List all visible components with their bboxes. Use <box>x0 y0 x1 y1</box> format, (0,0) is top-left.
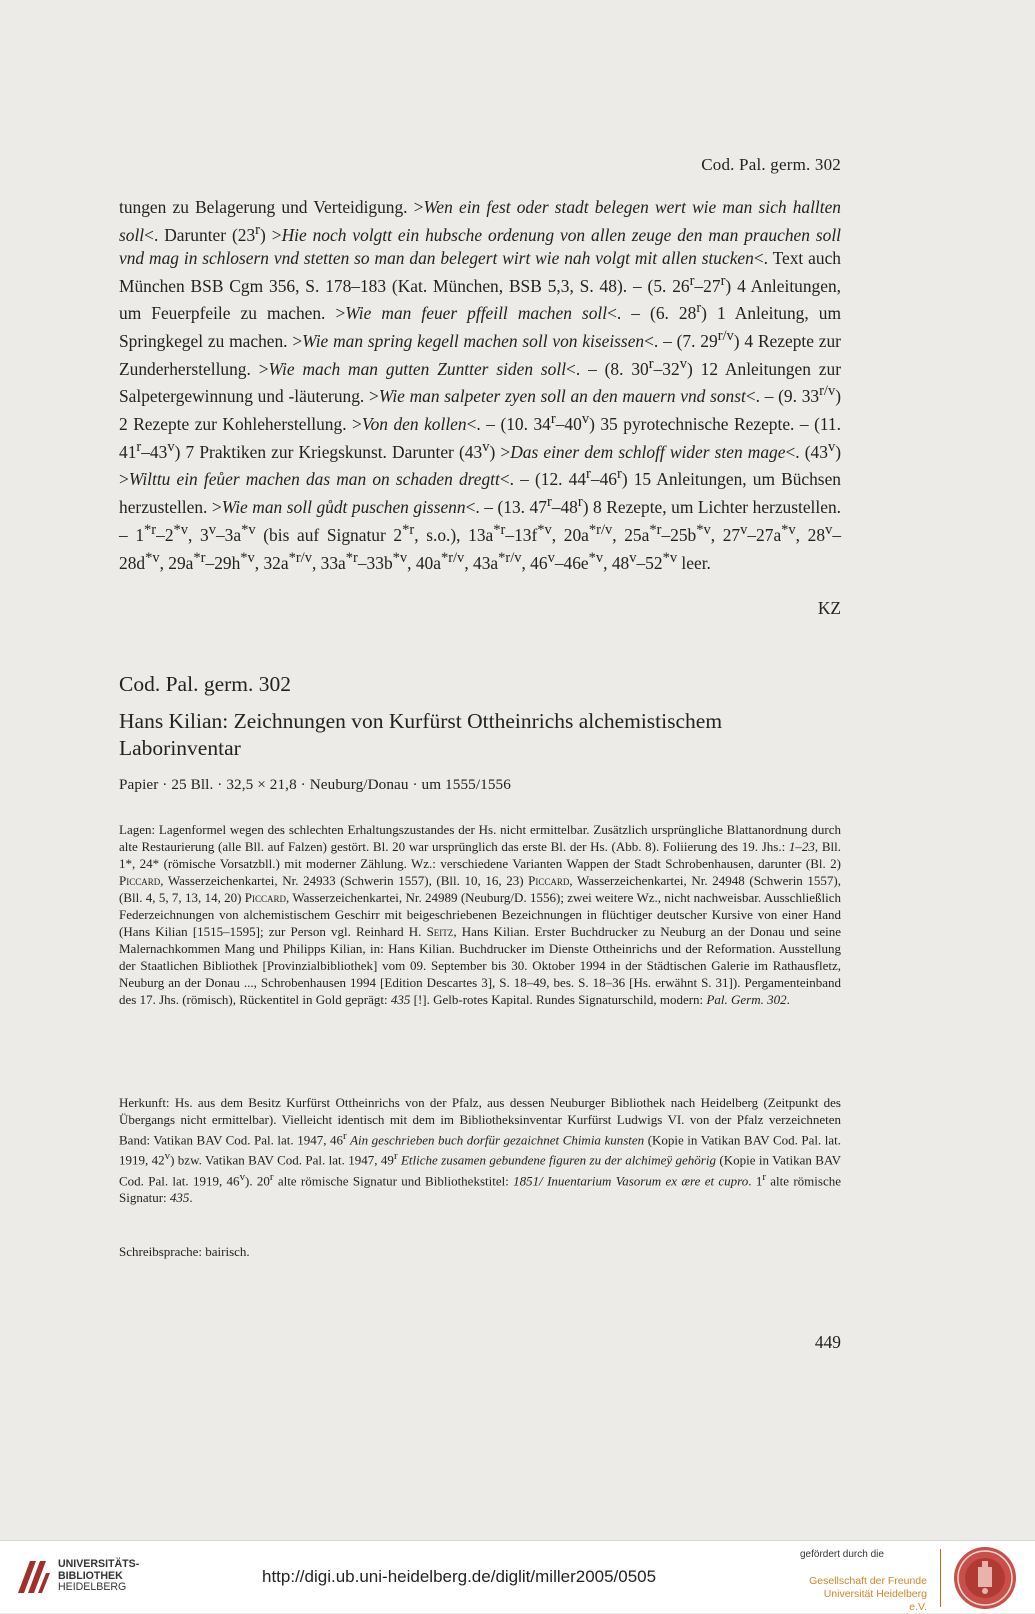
folio-sup: r <box>577 494 583 511</box>
folio-sup: r <box>255 221 261 238</box>
text-run: [!]. Gelb-rotes Kapital. Rundes Signaturschild, modern: <box>410 992 707 1008</box>
text-run: tungen zu Belagerung und Verteidigung. > <box>119 197 424 217</box>
folio-sup: r <box>269 1170 274 1183</box>
text-run: –40 <box>555 413 582 434</box>
text-run: , 40a <box>407 552 441 573</box>
herkunft-paragraph <box>119 1094 841 1206</box>
text-run: leer. <box>677 552 711 573</box>
folio-sup: r <box>550 411 556 428</box>
text-run: ) 1 Anleitung, um Springkegel zu machen. > <box>119 303 841 351</box>
folio-sup: v <box>629 549 637 566</box>
text-run: ). 20 <box>244 1173 270 1189</box>
text-run: alte römische Signatur und Bibliothekstitel: <box>273 1173 514 1189</box>
author-smallcaps: Piccard <box>119 873 161 889</box>
text-run: ) 4 Rezepte zur Zunderherstellung. > <box>119 330 841 379</box>
folio-sup: v <box>825 521 833 538</box>
viewer-footer <box>0 1540 1035 1613</box>
italic-quote: Wen ein fest oder stadt belegen wert wie man sich hallten soll <box>119 197 842 245</box>
folio-sup: *r <box>649 521 662 538</box>
folio-sup: r <box>616 466 622 483</box>
folio-sup: r <box>696 300 702 317</box>
text-run: , 32a <box>254 552 289 573</box>
folio-sup: *r <box>493 521 506 538</box>
text-run: (bis auf Signatur 2 <box>255 524 403 545</box>
text-run: alte römische Signatur: <box>119 1173 842 1206</box>
folio-sup: v <box>208 521 216 538</box>
folio-sup: *v <box>696 521 711 538</box>
folio-sup: *r/v <box>498 549 522 566</box>
text-run: ) 35 pyrotechnische Rezepte. – (11. 41 <box>119 413 841 462</box>
text-run: , 20a <box>551 524 589 545</box>
italic-quote: Wie man feuer pffeill machen soll <box>345 303 608 324</box>
text-run: –48 <box>551 496 578 517</box>
italic-run: 435 <box>390 992 411 1008</box>
text-run: ) > <box>260 224 282 245</box>
text-run: , 25a <box>612 524 650 545</box>
library-name <box>58 1559 139 1594</box>
italic-run: Ain geschrieben buch dorfür gezaichnet Chimia kunsten <box>350 1132 645 1148</box>
italic-run: Etliche zusamen gebundene figuren zu der alchimeÿ gehörig <box>400 1152 716 1168</box>
text-run: (Kopie in Vatikan BAV Cod. Pal. lat. 1919, 46 <box>119 1152 842 1189</box>
text-run: , 29a <box>159 552 194 573</box>
library-name-line: BIBLIOTHEK <box>58 1569 123 1582</box>
text-run: –33b <box>357 552 393 573</box>
running-head: Cod. Pal. germ. 302 <box>701 155 841 174</box>
folio-sup: v <box>827 438 836 455</box>
text-run: –32 <box>653 358 680 379</box>
text-run: ) > <box>489 441 511 462</box>
text-run: –52 <box>636 552 663 573</box>
text-run: . <box>189 1190 193 1206</box>
italic-run: Pal. Germ. 302 <box>706 992 787 1008</box>
text-run: ) 2 Rezepte zur Kohleherstellung. > <box>119 386 841 434</box>
folio-sup: *r <box>345 549 358 566</box>
permalink-url[interactable]: http://digi.ub.uni-heidelberg.de/diglit/miller2005/0505 <box>262 1567 657 1586</box>
text-run: –3a <box>215 524 242 545</box>
italic-run: 1851/ Inuentarium Vasorum ex ære et cupro <box>513 1173 749 1189</box>
italic-run: 1–23 <box>788 839 815 855</box>
text-run: , 28 <box>795 524 826 545</box>
library-name-line: HEIDELBERG <box>58 1581 127 1594</box>
lagen-paragraph <box>119 821 841 1009</box>
text-run: –25b <box>661 524 697 545</box>
text-run: ) bzw. Vatikan BAV Cod. Pal. lat. 1947, 49 <box>170 1152 394 1168</box>
folio-sup: *r <box>144 521 157 538</box>
text-run: , Wasserzeichenkartei, Nr. 24933 (Schwerin 1557), (Bll. 10, 16, 23) <box>160 873 529 889</box>
folio-sup: r <box>720 272 726 289</box>
folio-sup: r <box>393 1150 398 1163</box>
folio-sup: *r/v <box>288 549 312 566</box>
folio-sup: v <box>740 521 748 538</box>
folio-sup: *r <box>402 521 415 538</box>
text-run: <. – (10. 34 <box>466 413 551 434</box>
body-paragraph <box>119 196 841 574</box>
university-seal-icon <box>952 1545 1018 1611</box>
folio-sup: *v <box>241 521 256 538</box>
italic-quote: Wie man salpeter zyen soll an den mauern vnd sonst <box>378 386 746 407</box>
folio-sup: v <box>547 549 555 566</box>
folio-sup: *v <box>392 549 408 566</box>
text-run: <. Text auch München BSB Cgm 356, S. 178–183 (Kat. München, BSB 5,3, S. 48). – (5. 26 <box>119 247 841 296</box>
text-run: <. – (9. 33 <box>745 386 820 407</box>
folio-sup: *v <box>537 521 552 538</box>
text-run: –13f <box>505 524 538 545</box>
italic-quote: Wie man spring kegell machen soll von kiseissen <box>302 330 645 351</box>
physical-description: Papier · 25 Bll. · 32,5 × 21,8 · Neuburg/Donau · um 1555/1556 <box>119 776 511 793</box>
section-title: Cod. Pal. germ. 302 <box>119 672 291 696</box>
author-initials: KZ <box>817 598 841 618</box>
folio-sup: r <box>546 494 552 511</box>
text-run: ) 4 Anleitungen, um Feuerpfeile zu machen. > <box>119 275 841 324</box>
italic-quote: Hie noch volgtt ein hubsche ordenung von allen zeuge den man prauchen soll vnd mag in schlosern vnd stetten so man dan belegert wirt wie nah volgt mit allen stucken <box>119 224 841 268</box>
text-run: , 3 <box>188 524 209 545</box>
italic-quote: Wie man soll gůdt puschen gissenn <box>221 496 466 517</box>
text-run: ) 7 Praktiken zur Kriegskunst. Darunter (43 <box>174 441 483 462</box>
folio-sup: v <box>679 355 687 372</box>
text-run: Lagen: Lagenformel wegen des schlechten Erhaltungszustandes der Hs. nicht ermittelbar. Zusätzlich ursprüngliche Blattanordnung durch alte Restaurierung (alle Bll. auf Falzen) gestört. Bl. 20 war ursprünglich das erste Bl. der Hs. (Abb. 8). Foliierung des 19. Jhs.: <box>119 822 841 855</box>
folio-sup: *r/v <box>440 549 465 566</box>
folio-sup: r <box>136 438 142 455</box>
text-run: , 48 <box>603 552 630 573</box>
text-run: . <box>786 992 790 1008</box>
folio-sup: *r/v <box>588 521 613 538</box>
library-logo-icon <box>16 1557 52 1597</box>
text-run: , 27 <box>710 524 741 545</box>
sponsor-name-line: Universität Heidelberg e.V. <box>823 1588 927 1613</box>
folio-sup: *v <box>588 549 604 566</box>
italic-quote: Von den kollen <box>361 413 467 434</box>
author-smallcaps: Piccard <box>244 890 287 906</box>
sponsor-name-line: Gesellschaft der Freunde <box>809 1575 927 1587</box>
text-run: –29h <box>205 552 241 573</box>
folio-sup: r <box>648 355 654 372</box>
text-run: <. Darunter (23 <box>144 224 256 245</box>
text-run: –46 <box>590 469 617 490</box>
folio-sup: r/v <box>717 327 734 344</box>
text-run: ) 15 Anleitungen, um Büchsen herzustellen. > <box>119 469 841 517</box>
library-name-line: UNIVERSITÄTS- <box>58 1558 140 1570</box>
folio-sup: *v <box>781 521 796 538</box>
folio-sup: v <box>164 1150 171 1163</box>
sponsor-label: gefördert durch die <box>800 1549 884 1560</box>
text-run: , Wasserzeichenkartei, Nr. 24989 (Neuburg/D. 1556); zwei weitere Wz., nicht nachweisbar. Ausschließlich Federzeichnungen von alchemistischem Geschirr mit beigeschriebenen Bezeichnungen in flüchtiger deutscher Kursive von einer Hand (Hans Kilian [1515–1595]; zur Person vgl. Reinhard H. <box>119 890 841 940</box>
text-run: <. – (6. 28 <box>607 303 697 324</box>
folio-sup: r <box>342 1130 347 1143</box>
text-run: ) 8 Rezepte, um Lichter herzustellen. – 1 <box>119 496 841 545</box>
folio-sup: v <box>482 438 490 455</box>
sponsor-name <box>805 1575 927 1614</box>
folio-sup: v <box>167 438 175 455</box>
entry-title: Hans Kilian: Zeichnungen von Kurfürst Ottheinrichs alchemistischem Laborinventar <box>119 709 723 760</box>
folio-sup: r <box>762 1170 766 1183</box>
page-number: 449 <box>814 1332 841 1352</box>
italic-run: 435 <box>169 1190 190 1206</box>
text-run: . 1 <box>748 1173 763 1189</box>
text-run: , 46 <box>521 552 548 573</box>
author-smallcaps: Piccard <box>528 873 570 889</box>
folio-sup: r <box>586 466 591 483</box>
sponsor-divider <box>940 1549 941 1607</box>
folio-sup: *r <box>193 549 206 566</box>
folio-sup: v <box>581 411 590 428</box>
text-run: –43 <box>141 441 168 462</box>
text-run: <. – (13. 47 <box>465 496 547 517</box>
folio-sup: v <box>239 1170 245 1183</box>
text-run: (Kopie in Vatikan BAV Cod. Pal. lat. 1919, 42 <box>119 1132 842 1168</box>
text-run: <. – (12. 44 <box>499 469 587 490</box>
text-run: ) 12 Anleitungen zur Salpetergewinnung und -läuterung. > <box>119 358 841 407</box>
folio-sup: *v <box>173 521 189 538</box>
text-run: –2 <box>156 524 174 545</box>
text-run: , 33a <box>311 552 346 573</box>
text-run: <. – (8. 30 <box>566 358 649 379</box>
folio-sup: *v <box>662 549 678 566</box>
text-run: –46e <box>554 552 589 573</box>
text-run: , 43a <box>464 552 499 573</box>
schreibsprache-line: Schreibsprache: bairisch. <box>119 1244 250 1259</box>
text-run: –27 <box>694 275 721 296</box>
italic-quote: Wilttu ein feůer machen das man on schaden dregtt <box>128 469 500 490</box>
author-smallcaps: Seitz <box>426 924 454 940</box>
folio-sup: *v <box>145 549 160 566</box>
text-run: –27a <box>747 524 782 545</box>
text-run: <. – (7. 29 <box>644 330 718 351</box>
text-run: , Hans Kilian. Erster Buchdrucker zu Neuburg an der Donau und seine Malernachkommen Mang und Philipps Kilian, in: Hans Kilian. Buchdrucker im Dienste Ottheinrichs und der Reformation. Ausstellung der Staatlichen Bibliothek [Provinzialbibliothek] vom 09. September bis 30. Oktober 1994 in der Städtischen Galerie im Rathausfletz, Neuburg an der Donau ..., Schrobenhausen 1994 [Edition Descartes 3], S. 18–49, bes. S. 18–36 [Hs. erwähnt S. 31]). Pergamenteinband des 17. Jhs. (römisch), Rückentitel in Gold geprägt: <box>119 924 842 1008</box>
text-run: Herkunft: Hs. aus dem Besitz Kurfürst Ottheinrichs von der Pfalz, aus dessen Neuburger Bibliothek nach Heidelberg (Zeitpunkt des Übergangs nicht ermittelbar). Vielleicht identisch mit dem im Bibliotheksinventar Kurfürst Ludwigs VI. von der Pfalz verzeichneten Band: Vatikan BAV Cod. Pal. lat. 1947, 46 <box>119 1095 841 1148</box>
italic-quote: Das einer dem schloff wider sten mage <box>510 441 786 462</box>
text-run: , s.o.), 13a <box>414 524 494 545</box>
text-run: , Bll. 1*, 24* (römische Vorsatzbll.) mit moderner Zählung. Wz.: verschiedene Varianten Wappen der Stadt Schrobenhausen, darunter (Bl. 2) <box>119 839 841 872</box>
text-run: , Wasserzeichenkartei, Nr. 24948 (Schwerin 1557), (Bll. 4, 5, 7, 13, 14, 20) <box>119 873 841 906</box>
text-run: ) > <box>119 441 841 490</box>
folio-sup: r/v <box>819 383 836 400</box>
folio-sup: *v <box>240 549 255 566</box>
folio-sup: r <box>689 272 695 289</box>
italic-quote: Wie mach man gutten Zuntter siden soll <box>268 358 567 379</box>
text-run: <. (43 <box>785 441 828 462</box>
text-run: –28d <box>119 524 842 573</box>
